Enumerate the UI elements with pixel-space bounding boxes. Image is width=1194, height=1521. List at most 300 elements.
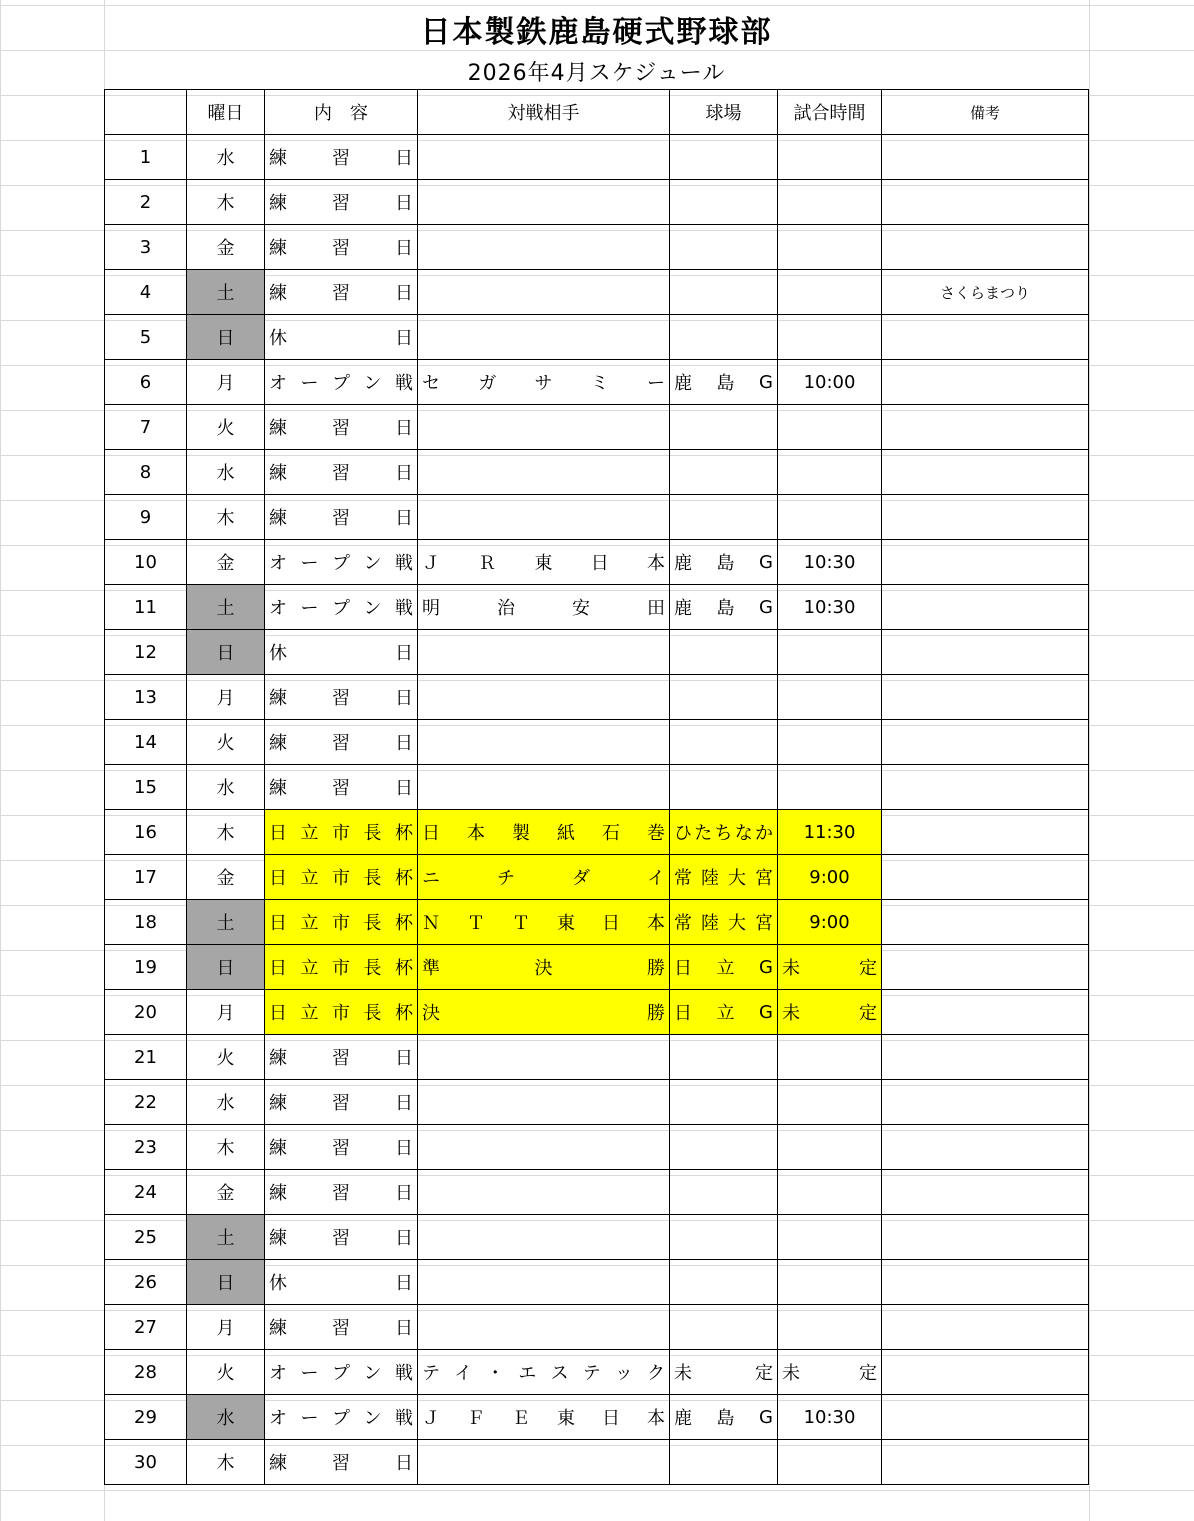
venue-cell[interactable]: [670, 1260, 778, 1305]
note-cell[interactable]: [882, 990, 1089, 1035]
weekday-cell[interactable]: [187, 945, 265, 990]
header-day[interactable]: [105, 90, 187, 135]
table-row: [105, 1125, 1089, 1170]
day-cell[interactable]: [105, 990, 187, 1035]
weekday-cell[interactable]: [187, 180, 265, 225]
note-cell[interactable]: [882, 1125, 1089, 1170]
venue-cell[interactable]: [670, 135, 778, 180]
venue-cell[interactable]: [670, 765, 778, 810]
weekday-cell[interactable]: [187, 630, 265, 675]
day-text: 7: [139, 416, 152, 438]
page-title: 日本製鉄鹿島硬式野球部: [420, 15, 773, 50]
venue-cell[interactable]: [670, 1080, 778, 1125]
day-text: 25: [134, 1226, 157, 1248]
content-cell[interactable]: [265, 1125, 418, 1170]
day-text: 10: [134, 551, 157, 573]
opponent-cell[interactable]: [418, 1305, 670, 1350]
content-cell[interactable]: [265, 585, 418, 630]
venue-cell[interactable]: [670, 450, 778, 495]
venue-cell[interactable]: [670, 360, 778, 405]
day-cell[interactable]: [105, 630, 187, 675]
venue-text: [670, 180, 777, 224]
day-text: 21: [134, 1046, 157, 1068]
note-cell[interactable]: [882, 1035, 1089, 1080]
note-cell[interactable]: [882, 900, 1089, 945]
time-cell[interactable]: [778, 1080, 882, 1125]
note-cell[interactable]: [882, 180, 1089, 225]
day-cell[interactable]: [105, 180, 187, 225]
header-venue[interactable]: 球場: [670, 90, 778, 135]
time-cell[interactable]: [778, 405, 882, 450]
content-text: 練 習 日: [269, 1318, 413, 1339]
time-cell[interactable]: [778, 450, 882, 495]
venue-text: [670, 270, 777, 314]
venue-cell[interactable]: [670, 990, 778, 1035]
content-text: オ ー プ ン 戦: [269, 373, 413, 394]
weekday-cell[interactable]: [187, 675, 265, 720]
day-cell[interactable]: [105, 1170, 187, 1215]
weekday-text: 木: [216, 1453, 235, 1474]
opponent-cell[interactable]: [418, 225, 670, 270]
opponent-text: [418, 180, 669, 224]
venue-cell[interactable]: [670, 225, 778, 270]
venue-cell[interactable]: [670, 405, 778, 450]
time-cell[interactable]: [778, 630, 882, 675]
opponent-cell[interactable]: [418, 1260, 670, 1305]
day-cell[interactable]: [105, 720, 187, 765]
time-cell[interactable]: [778, 585, 882, 630]
weekday-cell[interactable]: [187, 1170, 265, 1215]
note-cell[interactable]: [882, 540, 1089, 585]
opponent-cell[interactable]: [418, 495, 670, 540]
content-cell[interactable]: [265, 765, 418, 810]
content-cell[interactable]: [265, 225, 418, 270]
weekday-text: 水: [216, 463, 235, 484]
opponent-text: [418, 720, 669, 764]
time-cell[interactable]: [778, 540, 882, 585]
venue-cell[interactable]: [670, 675, 778, 720]
venue-text: [670, 765, 777, 809]
opponent-text: [418, 1305, 669, 1349]
content-cell[interactable]: [265, 1035, 418, 1080]
weekday-cell[interactable]: [187, 1080, 265, 1125]
day-cell[interactable]: [105, 1305, 187, 1350]
opponent-cell[interactable]: [418, 135, 670, 180]
content-cell[interactable]: [265, 495, 418, 540]
weekday-cell[interactable]: [187, 1260, 265, 1305]
weekday-cell[interactable]: [187, 990, 265, 1035]
day-cell[interactable]: [105, 1080, 187, 1125]
table-row: [105, 315, 1089, 360]
note-cell[interactable]: [882, 1350, 1089, 1395]
day-cell[interactable]: [105, 810, 187, 855]
venue-cell[interactable]: [670, 1035, 778, 1080]
note-cell[interactable]: [882, 360, 1089, 405]
content-text: 日 立 市 長 杯: [269, 913, 413, 934]
weekday-cell[interactable]: [187, 855, 265, 900]
content-text: 休 日: [269, 328, 413, 349]
content-cell[interactable]: [265, 1080, 418, 1125]
time-cell[interactable]: [778, 495, 882, 540]
content-cell[interactable]: [265, 270, 418, 315]
table-row: [105, 270, 1089, 315]
content-cell[interactable]: [265, 810, 418, 855]
venue-cell[interactable]: [670, 1350, 778, 1395]
venue-text: 日 立 G: [674, 1001, 773, 1024]
day-cell[interactable]: [105, 540, 187, 585]
venue-cell[interactable]: [670, 855, 778, 900]
weekday-cell[interactable]: [187, 360, 265, 405]
content-cell[interactable]: [265, 1170, 418, 1215]
venue-text: 鹿 島 G: [674, 1406, 773, 1429]
day-cell[interactable]: [105, 945, 187, 990]
time-cell[interactable]: [778, 945, 882, 990]
day-cell[interactable]: [105, 495, 187, 540]
weekday-cell[interactable]: [187, 810, 265, 855]
content-text: 練 習 日: [269, 238, 413, 259]
venue-cell[interactable]: [670, 270, 778, 315]
day-cell[interactable]: [105, 675, 187, 720]
venue-cell[interactable]: [670, 810, 778, 855]
header-weekday[interactable]: 曜日: [187, 90, 265, 135]
note-cell[interactable]: [882, 1395, 1089, 1440]
day-text: 24: [134, 1181, 157, 1203]
day-cell[interactable]: [105, 1395, 187, 1440]
opponent-text: [418, 225, 669, 269]
time-cell[interactable]: [778, 270, 882, 315]
weekday-text: 火: [216, 1363, 235, 1384]
note-cell[interactable]: [882, 810, 1089, 855]
opponent-cell[interactable]: [418, 720, 670, 765]
opponent-cell[interactable]: [418, 270, 670, 315]
content-text: 日 立 市 長 杯: [269, 1003, 413, 1024]
day-text: 4: [139, 281, 152, 303]
opponent-cell[interactable]: [418, 585, 670, 630]
opponent-cell[interactable]: [418, 360, 670, 405]
note-cell[interactable]: [882, 405, 1089, 450]
day-cell[interactable]: [105, 765, 187, 810]
opponent-cell[interactable]: [418, 855, 670, 900]
day-cell[interactable]: [105, 135, 187, 180]
opponent-cell[interactable]: [418, 450, 670, 495]
weekday-cell[interactable]: [187, 135, 265, 180]
opponent-text: Ｊ Ｒ 東 日 本: [422, 553, 665, 574]
opponent-cell[interactable]: [418, 1350, 670, 1395]
header-time[interactable]: 試合時間: [778, 90, 882, 135]
weekday-cell[interactable]: [187, 450, 265, 495]
time-cell[interactable]: [778, 315, 882, 360]
content-cell[interactable]: [265, 360, 418, 405]
time-cell[interactable]: [778, 765, 882, 810]
table-row: [105, 1170, 1089, 1215]
weekday-cell[interactable]: [187, 720, 265, 765]
weekday-text: 金: [216, 238, 235, 259]
venue-text: [670, 1125, 777, 1169]
note-cell[interactable]: [882, 1215, 1089, 1260]
day-cell[interactable]: [105, 1035, 187, 1080]
content-cell[interactable]: [265, 990, 418, 1035]
opponent-cell[interactable]: [418, 765, 670, 810]
content-cell[interactable]: [265, 900, 418, 945]
content-text: 練 習 日: [269, 778, 413, 799]
venue-text: [670, 405, 777, 449]
weekday-text: 木: [216, 823, 235, 844]
weekday-cell[interactable]: [187, 1305, 265, 1350]
content-cell[interactable]: [265, 1305, 418, 1350]
weekday-cell[interactable]: [187, 1125, 265, 1170]
table-row: [105, 630, 1089, 675]
content-cell[interactable]: [265, 540, 418, 585]
weekday-text: 火: [216, 1048, 235, 1069]
table-row: [105, 900, 1089, 945]
content-cell[interactable]: [265, 630, 418, 675]
content-cell[interactable]: [265, 675, 418, 720]
venue-cell[interactable]: [670, 1215, 778, 1260]
day-text: 6: [139, 371, 152, 393]
opponent-text: [418, 1215, 669, 1259]
opponent-cell[interactable]: [418, 990, 670, 1035]
content-cell[interactable]: [265, 1395, 418, 1440]
table-row: [105, 1440, 1089, 1485]
content-text: 練 習 日: [269, 193, 413, 214]
time-cell[interactable]: [778, 360, 882, 405]
venue-cell[interactable]: [670, 630, 778, 675]
time-cell[interactable]: [778, 810, 882, 855]
time-cell[interactable]: [778, 675, 882, 720]
day-cell[interactable]: [105, 225, 187, 270]
weekday-cell[interactable]: [187, 765, 265, 810]
opponent-cell[interactable]: [418, 675, 670, 720]
content-text: オ ー プ ン 戦: [269, 1408, 413, 1429]
venue-text: [670, 225, 777, 269]
venue-cell[interactable]: [670, 1170, 778, 1215]
venue-cell[interactable]: [670, 1395, 778, 1440]
note-cell[interactable]: [882, 495, 1089, 540]
weekday-cell[interactable]: [187, 405, 265, 450]
weekday-cell[interactable]: [187, 540, 265, 585]
venue-cell[interactable]: [670, 180, 778, 225]
weekday-text: 日: [216, 328, 235, 349]
opponent-cell[interactable]: [418, 540, 670, 585]
opponent-cell[interactable]: [418, 1215, 670, 1260]
header-opponent[interactable]: 対戦相手: [418, 90, 670, 135]
content-cell[interactable]: [265, 180, 418, 225]
weekday-cell[interactable]: [187, 495, 265, 540]
day-cell[interactable]: [105, 1440, 187, 1485]
table-row: [105, 135, 1089, 180]
day-cell[interactable]: [105, 900, 187, 945]
opponent-cell[interactable]: [418, 1395, 670, 1440]
content-text: 練 習 日: [269, 463, 413, 484]
time-cell[interactable]: [778, 1440, 882, 1485]
note-cell[interactable]: [882, 315, 1089, 360]
header-content[interactable]: 内 容: [265, 90, 418, 135]
time-cell[interactable]: [778, 855, 882, 900]
schedule-table: [104, 89, 1089, 1485]
venue-cell[interactable]: [670, 1305, 778, 1350]
weekday-cell[interactable]: [187, 1440, 265, 1485]
opponent-cell[interactable]: [418, 900, 670, 945]
opponent-text: Ｎ Ｔ Ｔ 東 日 本: [422, 913, 665, 934]
venue-text: [670, 675, 777, 719]
note-cell[interactable]: [882, 1305, 1089, 1350]
note-cell[interactable]: [882, 1170, 1089, 1215]
weekday-text: 日: [216, 643, 235, 664]
note-cell[interactable]: [882, 135, 1089, 180]
content-cell[interactable]: [265, 945, 418, 990]
weekday-cell[interactable]: [187, 1035, 265, 1080]
opponent-cell[interactable]: [418, 1125, 670, 1170]
note-cell[interactable]: [882, 765, 1089, 810]
venue-cell[interactable]: [670, 945, 778, 990]
weekday-cell[interactable]: [187, 1215, 265, 1260]
content-cell[interactable]: [265, 135, 418, 180]
venue-cell[interactable]: [670, 1440, 778, 1485]
note-cell[interactable]: [882, 270, 1089, 315]
note-cell[interactable]: [882, 720, 1089, 765]
weekday-cell[interactable]: [187, 1350, 265, 1395]
opponent-cell[interactable]: [418, 945, 670, 990]
venue-cell[interactable]: [670, 315, 778, 360]
weekday-text: 金: [216, 553, 235, 574]
content-cell[interactable]: [265, 450, 418, 495]
opponent-text: [418, 450, 669, 494]
table-row: [105, 1395, 1089, 1440]
note-cell[interactable]: [882, 630, 1089, 675]
weekday-cell[interactable]: [187, 270, 265, 315]
day-cell[interactable]: [105, 360, 187, 405]
opponent-cell[interactable]: [418, 1080, 670, 1125]
table-row: [105, 675, 1089, 720]
weekday-text: 水: [216, 778, 235, 799]
day-text: 15: [134, 776, 157, 798]
time-cell[interactable]: [778, 1215, 882, 1260]
opponent-cell[interactable]: [418, 630, 670, 675]
day-text: 1: [139, 146, 152, 168]
time-cell[interactable]: [778, 1035, 882, 1080]
venue-text: [670, 315, 777, 359]
weekday-cell[interactable]: [187, 585, 265, 630]
note-cell[interactable]: [882, 450, 1089, 495]
opponent-cell[interactable]: [418, 315, 670, 360]
time-text: 未 定: [782, 1363, 877, 1384]
day-cell[interactable]: [105, 1260, 187, 1305]
day-cell[interactable]: [105, 1215, 187, 1260]
venue-cell[interactable]: [670, 540, 778, 585]
content-cell[interactable]: [265, 720, 418, 765]
note-cell[interactable]: [882, 585, 1089, 630]
day-text: 2: [139, 191, 152, 213]
header-row: [105, 90, 1089, 135]
note-cell[interactable]: [882, 225, 1089, 270]
note-cell[interactable]: [882, 945, 1089, 990]
day-cell[interactable]: [105, 855, 187, 900]
time-cell[interactable]: [778, 1170, 882, 1215]
day-text: 27: [134, 1316, 157, 1338]
header-notes[interactable]: 備考: [882, 90, 1089, 135]
venue-cell[interactable]: [670, 720, 778, 765]
content-text: オ ー プ ン 戦: [269, 598, 413, 619]
venue-text: 鹿 島 G: [674, 551, 773, 574]
day-cell[interactable]: [105, 450, 187, 495]
time-cell[interactable]: [778, 225, 882, 270]
day-cell[interactable]: [105, 1125, 187, 1170]
note-cell[interactable]: [882, 1440, 1089, 1485]
opponent-text: [418, 675, 669, 719]
day-text: 17: [134, 866, 157, 888]
day-cell[interactable]: [105, 315, 187, 360]
content-cell[interactable]: [265, 405, 418, 450]
weekday-cell[interactable]: [187, 225, 265, 270]
time-cell[interactable]: [778, 135, 882, 180]
day-text: 13: [134, 686, 157, 708]
opponent-cell[interactable]: [418, 810, 670, 855]
venue-cell[interactable]: [670, 495, 778, 540]
time-cell[interactable]: [778, 1350, 882, 1395]
time-cell[interactable]: [778, 180, 882, 225]
weekday-text: 月: [216, 1318, 235, 1339]
opponent-cell[interactable]: [418, 180, 670, 225]
day-text: 9: [139, 506, 152, 528]
content-text: 日 立 市 長 杯: [269, 958, 413, 979]
day-cell[interactable]: [105, 405, 187, 450]
weekday-cell[interactable]: [187, 315, 265, 360]
content-cell[interactable]: [265, 855, 418, 900]
weekday-text: 水: [216, 1408, 235, 1429]
opponent-cell[interactable]: [418, 405, 670, 450]
content-cell[interactable]: [265, 1215, 418, 1260]
time-cell[interactable]: [778, 990, 882, 1035]
day-cell[interactable]: [105, 585, 187, 630]
venue-text: [670, 450, 777, 494]
time-cell[interactable]: [778, 1305, 882, 1350]
time-cell[interactable]: [778, 1125, 882, 1170]
time-cell[interactable]: [778, 900, 882, 945]
day-cell[interactable]: [105, 1350, 187, 1395]
opponent-cell[interactable]: [418, 1035, 670, 1080]
day-cell[interactable]: [105, 270, 187, 315]
weekday-text: 水: [216, 1093, 235, 1114]
day-text: 26: [134, 1271, 157, 1293]
venue-cell[interactable]: [670, 900, 778, 945]
venue-cell[interactable]: [670, 1125, 778, 1170]
time-text: 9:00: [809, 911, 850, 933]
content-cell[interactable]: [265, 1440, 418, 1485]
content-text: 練 習 日: [269, 1453, 413, 1474]
time-cell[interactable]: [778, 1395, 882, 1440]
opponent-text: 明 治 安 田: [422, 598, 665, 619]
weekday-cell[interactable]: [187, 1395, 265, 1440]
content-cell[interactable]: [265, 1350, 418, 1395]
note-cell[interactable]: [882, 1080, 1089, 1125]
content-text: 練 習 日: [269, 688, 413, 709]
venue-cell[interactable]: [670, 585, 778, 630]
content-text: 練 習 日: [269, 508, 413, 529]
note-cell[interactable]: [882, 675, 1089, 720]
opponent-cell[interactable]: [418, 1440, 670, 1485]
note-cell[interactable]: [882, 855, 1089, 900]
time-cell[interactable]: [778, 720, 882, 765]
content-cell[interactable]: [265, 315, 418, 360]
opponent-cell[interactable]: [418, 1170, 670, 1215]
opponent-text: [418, 1080, 669, 1124]
day-text: 29: [134, 1406, 157, 1428]
weekday-cell[interactable]: [187, 900, 265, 945]
content-cell[interactable]: [265, 1260, 418, 1305]
note-cell[interactable]: [882, 1260, 1089, 1305]
weekday-text: 木: [216, 193, 235, 214]
time-cell[interactable]: [778, 1260, 882, 1305]
